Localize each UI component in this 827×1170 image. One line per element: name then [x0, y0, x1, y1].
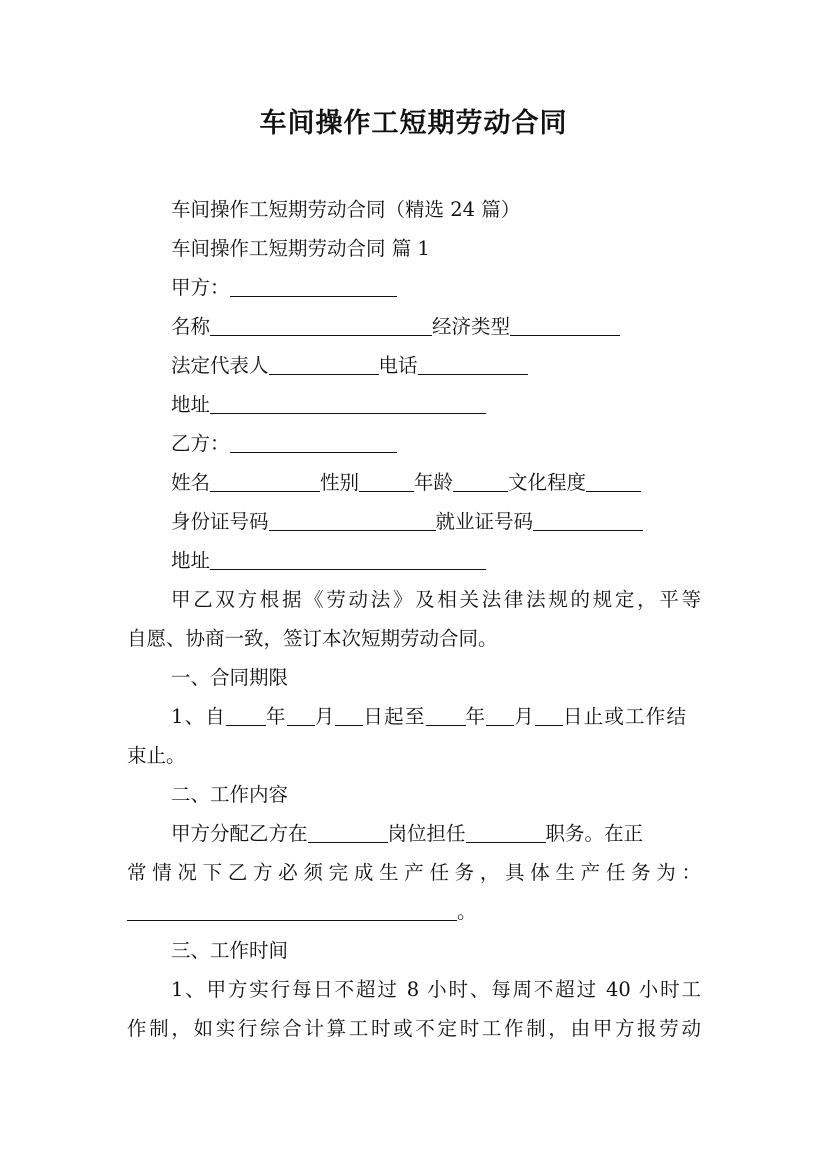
end-month-blank[interactable] [486, 706, 514, 727]
address-b-label: 地址 [171, 549, 211, 572]
hours-line-1: 1、甲方实行每日不超过 8 小时、每周不超过 40 小时工 [171, 978, 701, 1001]
start-month-blank[interactable] [287, 706, 315, 727]
position-blank[interactable] [308, 823, 388, 844]
id-line [127, 503, 701, 542]
age-label: 年龄 [414, 471, 454, 494]
work-period: 。 [457, 900, 477, 923]
name-label: 名称 [171, 315, 211, 338]
phone-label: 电话 [378, 354, 418, 377]
work-label-b: 岗位担任 [387, 822, 466, 845]
work-line-3 [127, 893, 701, 932]
party-a-label: 甲方： [171, 276, 230, 299]
address-blank[interactable] [210, 394, 486, 415]
work-label-c: 职务。在正 [545, 822, 644, 845]
legal-rep-line [127, 347, 701, 386]
day-to-label: 日起至 [363, 705, 426, 728]
term-tail: 日止或工作结 [562, 705, 688, 728]
production-task-blank[interactable] [127, 901, 457, 922]
address-b-blank[interactable] [210, 550, 486, 571]
year-label-1: 年 [266, 705, 287, 728]
legal-rep-blank[interactable] [269, 355, 379, 376]
term-line-1 [127, 698, 701, 737]
end-year-blank[interactable] [426, 706, 466, 727]
education-blank[interactable] [586, 472, 641, 493]
employment-cert-label: 就业证号码 [435, 510, 534, 533]
intro-line-1: 甲乙双方根据《劳动法》及相关法律法规的规定，平等 [171, 588, 701, 611]
section-2-heading: 二、工作内容 [171, 783, 289, 806]
party-a-blank[interactable] [230, 277, 397, 298]
phone-blank[interactable] [418, 355, 528, 376]
education-label: 文化程度 [508, 471, 587, 494]
term-line-2: 束止。 [127, 744, 186, 767]
party-b-blank[interactable] [230, 433, 397, 454]
end-day-blank[interactable] [535, 706, 563, 727]
full-name-blank[interactable] [210, 472, 320, 493]
start-year-blank[interactable] [226, 706, 266, 727]
subtitle-line: 车间操作工短期劳动合同（精选 24 篇） [171, 198, 521, 221]
party-a-line [127, 269, 701, 308]
party-b-label: 乙方： [171, 432, 230, 455]
person-line [127, 464, 701, 503]
work-label-a: 甲方分配乙方在 [171, 822, 308, 845]
gender-blank[interactable] [359, 472, 414, 493]
document-title: 车间操作工短期劳动合同 [259, 108, 568, 139]
legal-rep-label: 法定代表人 [171, 354, 269, 377]
section-3-heading: 三、工作时间 [171, 939, 289, 962]
duty-blank[interactable] [466, 823, 546, 844]
month-label-2: 月 [514, 705, 535, 728]
economic-type-label: 经济类型 [432, 315, 511, 338]
economic-type-blank[interactable] [510, 316, 620, 337]
work-line-2: 常情况下乙方必须完成生产任务，具体生产任务为： [127, 861, 701, 884]
section-1-heading: 一、合同期限 [171, 666, 289, 689]
name-blank[interactable] [210, 316, 432, 337]
year-label-2: 年 [465, 705, 487, 728]
id-number-blank[interactable] [269, 511, 436, 532]
party-b-line [127, 425, 701, 464]
section-heading-1: 车间操作工短期劳动合同 篇 1 [171, 237, 430, 260]
employment-cert-blank[interactable] [533, 511, 643, 532]
age-blank[interactable] [453, 472, 508, 493]
work-line-1 [127, 815, 701, 854]
address-label: 地址 [171, 393, 211, 416]
id-number-label: 身份证号码 [171, 510, 269, 533]
gender-label: 性别 [320, 471, 360, 494]
term-from-label: 1、自 [171, 705, 227, 728]
name-line [127, 308, 701, 347]
intro-line-2: 自愿、协商一致，签订本次短期劳动合同。 [127, 627, 498, 650]
full-name-label: 姓名 [171, 471, 211, 494]
address-line [127, 386, 701, 425]
hours-line-2: 作制，如实行综合计算工时或不定时工作制，由甲方报劳动 [127, 1017, 701, 1040]
address-b-line [127, 542, 701, 581]
start-day-blank[interactable] [335, 706, 363, 727]
month-label-1: 月 [314, 705, 336, 728]
